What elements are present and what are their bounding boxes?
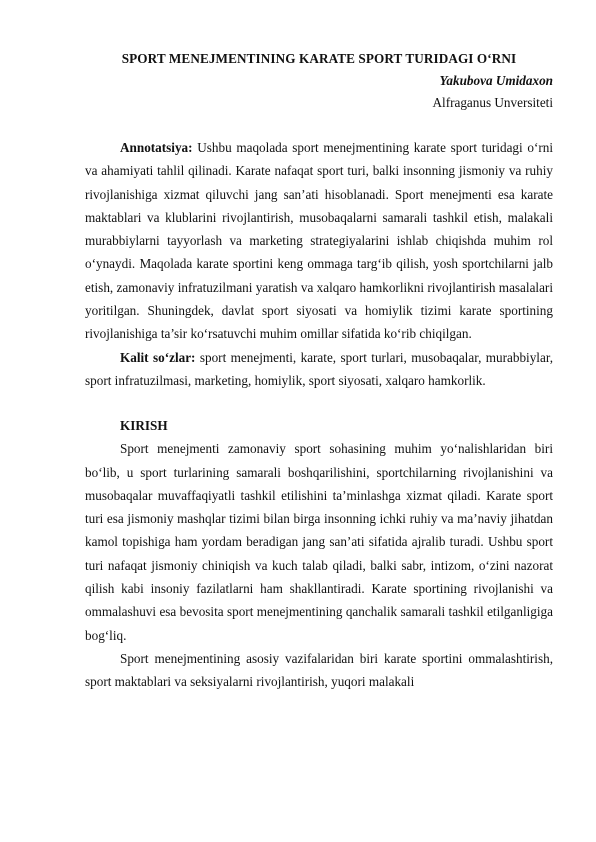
abstract-paragraph	[85, 136, 553, 346]
keywords-label: Kalit so‘zlar:	[120, 349, 196, 365]
keywords-paragraph	[85, 346, 553, 393]
paper-title: SPORT MENEJMENTINING KARATE SPORT TURIDAGI O‘RNI	[121, 51, 517, 66]
author-affiliation: Alfraganus Unversiteti	[432, 95, 553, 110]
keywords-text: sport menejmenti, karate, sport turlari, musobaqalar, murabbiylar, sport infratuzilmasi, marketing, homiylik, sport siyosati, xalqaro hamkorlik.	[85, 349, 553, 388]
intro-paragraph-1: Sport menejmenti zamonaviy sport sohasining muhim yo‘nalishlaridan biri bo‘lib, u sport turlarining samarali boshqarilishini, sportchilarning rivojlanishini va musobaqalar muvaffaqiyatli tashkil etilishini ta’minlashga xizmat qiladi. Karate sport turi esa jismoniy mashqlar tizimi bilan birga insonning ichki ruhiy va ma’naviy jihatdan kamol topishiga ham yordam beradigan jang san’ati sifatida ajralib turadi. Ushbu sport turi nafaqat jismoniy chiniqish va kuch talab qiladi, balki sabr, intizom, o‘zini nazorat qilish kabi insoniy fazilatlarni ham shakllantiradi. Karate sportining rivojlanishi va ommalashuvi esa bevosita sport menejmentining qanchalik samarali tashkil etilganligiga bog‘liq.	[85, 441, 553, 643]
abstract-label: Annotatsiya:	[120, 140, 193, 155]
author-name: Yakubova Umidaxon	[439, 73, 553, 88]
abstract-text: Ushbu maqolada sport menejmentining karate sport turidagi o‘rni va ahamiyati tahlil qilinadi. Karate nafaqat sport turi, balki insonning jismoniy va ruhiy rivojlanishiga xizmat qiluvchi jang san’ati hisoblanadi. Sport menejmenti esa karate maktablari va klublarini rivojlantirish, musobaqalarni samarali tashkil etish, malakali murabbiylarni tayyorlash va marketing strategiyalarini ishlab chiqishda muhim rol o‘ynaydi. Maqolada karate sportini keng ommaga targ‘ib qilish, yosh sportchilarni jalb etish, zamonaviy infratuzilmani yaratish va xalqaro hamkorlikni rivojlantirish masalalari yoritilgan. Shuningdek, davlat sport siyosati va homiylik tizimi karate sportining rivojlanishiga ta’sir ko‘rsatuvchi muhim omillar sifatida ko‘rib chiqilgan.	[85, 140, 554, 342]
section-heading-intro: KIRISH	[120, 418, 168, 434]
section-spacer	[85, 392, 553, 414]
intro-paragraph-2: Sport menejmentining asosiy vazifalaridan biri karate sportini ommalashtirish, sport maktablari va seksiyalarni rivojlantirish, yuqori malakali	[85, 650, 553, 690]
